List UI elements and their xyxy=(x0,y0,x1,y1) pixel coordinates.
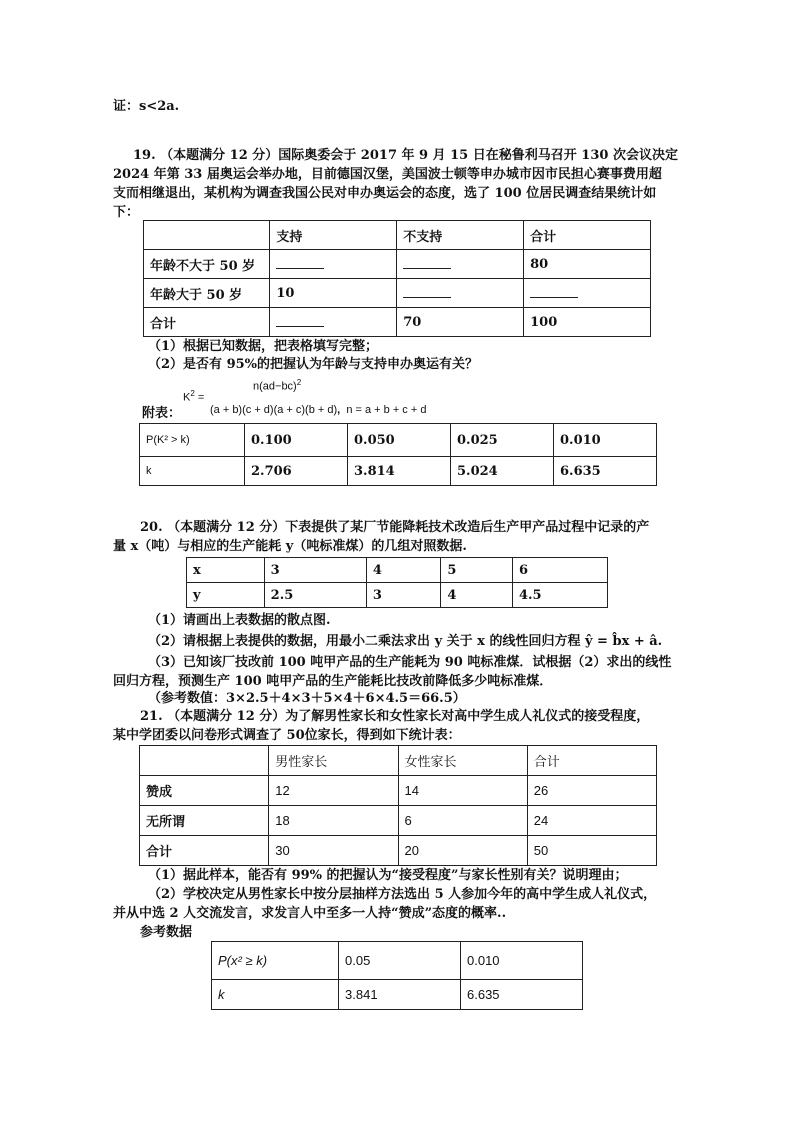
table-cell: y xyxy=(187,583,265,608)
table-row xyxy=(140,776,657,806)
blank-cell xyxy=(397,279,524,308)
q19-line-1: 19. （本题满分 12 分）国际奥委会于 2017 年 9 月 15 日在秘鲁利马召开 130 次会议决定 xyxy=(133,148,678,163)
table-cell: x xyxy=(187,558,265,583)
table-row xyxy=(144,279,651,308)
table-cell: 4.5 xyxy=(512,583,607,608)
table-cell: 4 xyxy=(366,558,441,583)
table-header: 女性家长 xyxy=(398,746,527,776)
table-cell: 3 xyxy=(366,583,441,608)
q21-sub-2b: 并从中选 2 人交流发言，求发言人中至多一人持“赞成”态度的概率.. xyxy=(113,906,507,921)
q20-sub-3b: 回归方程，预测生产 100 吨甲产品的生产能耗比技改前降低多少吨标准煤． xyxy=(113,674,553,689)
fill-blank xyxy=(276,314,324,327)
appendix-label: 附表： xyxy=(142,406,182,421)
table-row xyxy=(144,250,651,279)
fill-blank xyxy=(276,256,324,269)
table-cell: 26 xyxy=(527,776,656,806)
table-cell: k xyxy=(140,457,245,486)
table-cell: 0.100 xyxy=(245,424,348,457)
q20-line-1: 20. （本题满分 12 分）下表提供了某厂节能降耗技术改造后生产甲产品过程中记录的产 xyxy=(140,520,650,535)
table-cell xyxy=(140,746,269,776)
table-row xyxy=(212,942,583,980)
blank-cell xyxy=(270,308,397,337)
table-row xyxy=(140,836,657,866)
table-cell: 24 xyxy=(527,806,656,836)
formula-denominator: (a + b)(c + d)(a + c)(b + d), n = a + b + c + d xyxy=(210,404,427,416)
table-cell: 2.706 xyxy=(245,457,348,486)
q19-table xyxy=(143,220,651,337)
table-cell: 30 xyxy=(269,836,398,866)
table-header: 不支持 xyxy=(397,221,524,250)
fill-blank xyxy=(530,285,578,298)
table-cell: 0.05 xyxy=(339,942,461,980)
table-cell: 0.010 xyxy=(461,942,583,980)
q20-reference: （参考数值：3×2.5＋4×3＋5×4＋6×4.5＝66.5） xyxy=(148,691,466,706)
table-cell: 100 xyxy=(524,308,651,337)
q21-probability-table xyxy=(211,941,583,1010)
table-cell: 6 xyxy=(512,558,607,583)
table-cell: 12 xyxy=(269,776,398,806)
table-cell: 无所谓 xyxy=(140,806,269,836)
fill-blank xyxy=(403,256,451,269)
table-cell: 6.635 xyxy=(554,457,657,486)
fill-blank xyxy=(403,285,451,298)
q19-line-3: 支而相继退出，某机构为调查我国公民对申办奥运会的态度，选了 100 位居民调查结果统计如 xyxy=(113,186,657,201)
table-header: 男性家长 xyxy=(269,746,398,776)
q19-sub-2: （2）是否有 95%的把握认为年龄与支持申办奥运有关？ xyxy=(148,357,479,372)
table-cell: P(K² > k) xyxy=(140,424,245,457)
blank-cell xyxy=(397,250,524,279)
table-cell: 合计 xyxy=(140,836,269,866)
q21-sub-2a: （2）学校决定从男性家长中按分层抽样方法选出 5 人参加今年的高中学生成人礼仪式， xyxy=(148,887,657,902)
table-header: 支持 xyxy=(270,221,397,250)
table-header: 合计 xyxy=(527,746,656,776)
table-row xyxy=(140,806,657,836)
table-cell: 18 xyxy=(269,806,398,836)
table-cell: 年龄不大于 50 岁 xyxy=(144,250,270,279)
intro-line: 证：s<2a. xyxy=(113,99,180,114)
table-cell: 年龄大于 50 岁 xyxy=(144,279,270,308)
table-row xyxy=(144,221,651,250)
table-row xyxy=(140,424,657,457)
table-cell: 50 xyxy=(527,836,656,866)
table-cell: 3.841 xyxy=(339,980,461,1010)
table-cell: 20 xyxy=(398,836,527,866)
table-cell: 3.814 xyxy=(348,457,451,486)
table-cell xyxy=(144,221,270,250)
table-cell: 6.635 xyxy=(461,980,583,1010)
blank-cell xyxy=(270,250,397,279)
table-cell: 10 xyxy=(270,279,397,308)
table-cell: 0.025 xyxy=(451,424,554,457)
q21-line-2: 某中学团委以问卷形式调查了 50位家长，得到如下统计表： xyxy=(113,728,461,743)
q20-line-2: 量 x（吨）与相应的生产能耗 y（吨标准煤）的几组对照数据. xyxy=(113,539,467,554)
table-cell: 5 xyxy=(441,558,513,583)
table-row xyxy=(140,746,657,776)
table-cell: k xyxy=(212,980,339,1010)
table-cell: 赞成 xyxy=(140,776,269,806)
table-cell: 4 xyxy=(441,583,513,608)
q19-sub-1: （1）根据已知数据，把表格填写完整； xyxy=(148,339,379,354)
q19-line-4: 下： xyxy=(113,205,140,220)
table-cell: 3 xyxy=(264,558,366,583)
table-cell: 2.5 xyxy=(264,583,366,608)
q19-line-2: 2024 年第 33 届奥运会举办地，目前德国汉堡，美国波士顿等申办城市因市民担心赛事费用超 xyxy=(113,167,662,182)
table-cell: 0.010 xyxy=(554,424,657,457)
q21-ref-label: 参考数据 xyxy=(140,925,193,940)
table-row xyxy=(187,583,608,608)
q20-sub-1: （1）请画出上表数据的散点图. xyxy=(148,613,331,628)
q19-probability-table xyxy=(139,423,657,486)
q20-sub-3a: （3）已知该厂技改前 100 吨甲产品的生产能耗为 90 吨标准煤．试根据（2）求出的线性 xyxy=(148,655,672,670)
q20-sub-2: （2）请根据上表提供的数据，用最小二乘法求出 y 关于 x 的线性回归方程 ŷ = b̂x + â. xyxy=(148,634,663,649)
blank-cell xyxy=(524,279,651,308)
table-cell: P(x² ≥ k) xyxy=(212,942,339,980)
table-cell: 0.050 xyxy=(348,424,451,457)
table-cell: 6 xyxy=(398,806,527,836)
table-cell: 70 xyxy=(397,308,524,337)
table-cell: 合计 xyxy=(144,308,270,337)
table-row xyxy=(187,558,608,583)
formula-lhs: $K^2$ = xyxy=(183,389,205,404)
formula-numerator: $n(ad-bc)^2$ xyxy=(253,378,302,393)
table-row xyxy=(144,308,651,337)
q21-sub-1: （1）据此样本，能否有 99% 的把握认为“接受程度”与家长性别有关？说明理由； xyxy=(148,868,628,883)
table-cell: 5.024 xyxy=(451,457,554,486)
q21-line-1: 21. （本题满分 12 分）为了解男性家长和女性家长对高中学生成人礼仪式的接受程度， xyxy=(140,709,650,724)
q20-table xyxy=(186,557,608,608)
table-row xyxy=(212,980,583,1010)
table-row xyxy=(140,457,657,486)
table-cell: 80 xyxy=(524,250,651,279)
table-header: 合计 xyxy=(524,221,651,250)
table-cell: 14 xyxy=(398,776,527,806)
q21-table xyxy=(139,745,657,866)
